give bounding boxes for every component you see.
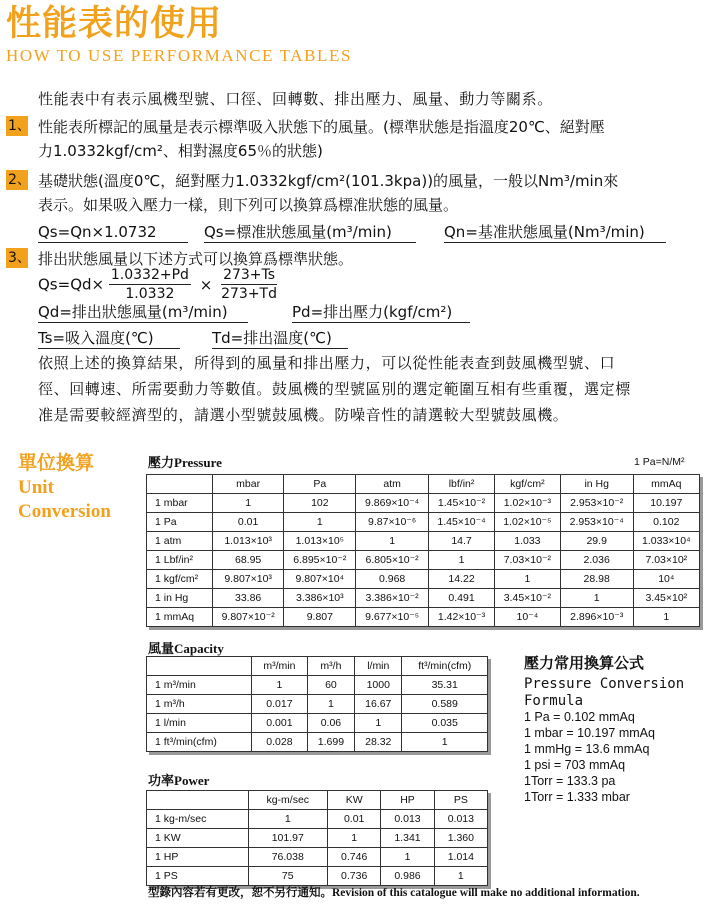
table-row	[147, 532, 700, 551]
table-cell: 0.06	[307, 714, 354, 733]
table-cell: 1.013×10⁵	[284, 532, 356, 551]
table-cell: 0.986	[381, 867, 434, 886]
power-table	[146, 790, 488, 886]
table-cell: 2.953×10⁻²	[560, 494, 633, 513]
table-cell: 76.038	[248, 848, 327, 867]
footer-notice: 型錄內容若有更改，恕不另行通知。Revision of this catalogue will make no additional information.	[148, 887, 640, 899]
item-3-line-1: 排出狀態風量以下述方式可以換算爲標準狀態。	[38, 250, 354, 268]
table-header-row	[147, 791, 488, 810]
table-cell: 0.001	[252, 714, 308, 733]
table-cell: 1	[328, 829, 381, 848]
table-cell: 1.699	[307, 733, 354, 752]
column-header	[147, 791, 249, 810]
row-header: 1 m³/h	[147, 695, 252, 714]
table-row	[147, 733, 488, 752]
page-title: 性能表的使用	[6, 3, 223, 44]
table-cell: 0.013	[434, 810, 487, 829]
table-cell: 1	[212, 494, 284, 513]
row-header: 1 mbar	[147, 494, 213, 513]
column-header	[147, 475, 213, 494]
table-row	[147, 513, 700, 532]
table-cell: 3.45×10⁻²	[495, 589, 561, 608]
table-cell: 0.746	[328, 848, 381, 867]
formula-line: 1 mbar = 10.197 mmAq	[524, 726, 655, 740]
table-cell: 9.807×10⁻²	[212, 608, 284, 627]
table-cell: 0.736	[328, 867, 381, 886]
table-cell: 10.197	[633, 494, 699, 513]
pressure-unit-note: 1 Pa=N/M²	[634, 456, 685, 468]
table-cell: 1	[356, 532, 429, 551]
item-1-line-1: 性能表所標記的風量是表示標準吸入狀態下的風量。(標準狀態是指溫度20℃、絕對壓	[38, 118, 605, 136]
row-header: 1 kgf/cm²	[147, 570, 213, 589]
formula-line: 1 Pa = 0.102 mmAq	[524, 710, 635, 724]
table-cell: 1.45×10⁻²	[429, 494, 495, 513]
table-cell: 14.7	[429, 532, 495, 551]
table-cell: 7.03×10⁻²	[495, 551, 561, 570]
item-number-2: 2、	[8, 172, 31, 188]
table-cell: 16.67	[355, 695, 402, 714]
row-header: 1 KW	[147, 829, 249, 848]
table-cell: 1.033×10⁴	[633, 532, 699, 551]
table-row	[147, 551, 700, 570]
unit-heading-en-2: Conversion	[18, 501, 111, 522]
table-row	[147, 810, 488, 829]
table-cell: 7.03×10²	[633, 551, 699, 570]
fraction-pressure-numerator: 1.0332+Pd	[110, 267, 189, 283]
table-cell: 0.035	[402, 714, 488, 733]
table-cell: 0.013	[381, 810, 434, 829]
table-cell: 14.22	[429, 570, 495, 589]
table-cell: 1	[307, 695, 354, 714]
table-cell: 35.31	[402, 676, 488, 695]
row-header: 1 PS	[147, 867, 249, 886]
table-cell: 1.45×10⁻⁴	[429, 513, 495, 532]
table-cell: 1.360	[434, 829, 487, 848]
table-row	[147, 608, 700, 627]
table-row	[147, 848, 488, 867]
column-header	[147, 657, 252, 676]
def-qd: Qd=排出狀態風量(m³/min)	[38, 302, 248, 323]
table-cell: 28.32	[355, 733, 402, 752]
pressure-title: 壓力Pressure	[148, 455, 222, 470]
times-sign: ×	[199, 275, 213, 294]
table-header-row	[147, 657, 488, 676]
column-header: kg-m/sec	[248, 791, 327, 810]
row-header: 1 Pa	[147, 513, 213, 532]
table-cell: 9.807	[284, 608, 356, 627]
row-header: 1 l/min	[147, 714, 252, 733]
row-header: 1 Lbf/in²	[147, 551, 213, 570]
formula-qs-qn: Qs=Qn×1.0732	[38, 222, 188, 243]
table-cell: 1000	[355, 676, 402, 695]
pressure-table	[146, 474, 700, 627]
table-cell: 0.01	[212, 513, 284, 532]
table-cell: 1	[633, 608, 699, 627]
column-header: m³/h	[307, 657, 354, 676]
formula-subtitle	[524, 676, 684, 710]
table-cell: 9.807×10⁴	[284, 570, 356, 589]
formula-title: 壓力常用換算公式	[524, 654, 645, 672]
formula-line: 1 mmHg = 13.6 mmAq	[524, 742, 650, 756]
table-cell: 28.98	[560, 570, 633, 589]
table-cell: 1	[284, 513, 356, 532]
formula-line: 1Torr = 1.333 mbar	[524, 790, 630, 804]
table-cell: 0.028	[252, 733, 308, 752]
table-cell: 1.42×10⁻³	[429, 608, 495, 627]
capacity-table	[146, 656, 488, 752]
table-cell: 3.45×10²	[633, 589, 699, 608]
unit-heading-zh: 單位換算	[18, 453, 95, 474]
table-row	[147, 714, 488, 733]
item-number-3: 3、	[8, 250, 31, 266]
row-header: 1 HP	[147, 848, 249, 867]
fraction-temperature-denominator: 273+Td	[221, 286, 277, 302]
formula-qs-qd	[38, 266, 277, 303]
table-cell: 9.87×10⁻⁶	[356, 513, 429, 532]
unit-heading-en-1: Unit	[18, 477, 54, 498]
table-cell: 10⁻⁴	[495, 608, 561, 627]
table-row	[147, 589, 700, 608]
table-row	[147, 829, 488, 848]
table-cell: 10⁴	[633, 570, 699, 589]
unit-conversion-heading	[18, 452, 111, 524]
formula-line: 1Torr = 133.3 pa	[524, 774, 616, 788]
power-title: 功率Power	[148, 773, 210, 788]
formula-qs-def: Qs=標准狀態風量(m³/min)	[204, 222, 416, 243]
fraction-temperature-numerator: 273+Ts	[223, 267, 276, 283]
table-cell: 3.386×10³	[284, 589, 356, 608]
column-header: Pa	[284, 475, 356, 494]
table-cell: 1	[560, 589, 633, 608]
table-cell: 60	[307, 676, 354, 695]
formula-line: 1 psi = 703 mmAq	[524, 758, 626, 772]
table-cell: 1.013×10³	[212, 532, 284, 551]
table-cell: 1.02×10⁻⁵	[495, 513, 561, 532]
row-header: 1 mmAq	[147, 608, 213, 627]
table-cell: 75	[248, 867, 327, 886]
formula-subtitle-line-2: Formula	[524, 693, 584, 709]
row-header: 1 m³/min	[147, 676, 252, 695]
column-header: kgf/cm²	[495, 475, 561, 494]
table-cell: 9.807×10³	[212, 570, 284, 589]
table-cell: 0.102	[633, 513, 699, 532]
intro-text: 性能表中有表示風機型號、口徑、回轉數、排出壓力、風量、動力等關系。	[38, 90, 553, 108]
def-ts: Ts=吸入溫度(℃)	[38, 328, 180, 349]
table-row	[147, 867, 488, 886]
table-cell: 1.341	[381, 829, 434, 848]
item-number-1: 1、	[8, 118, 31, 134]
table-cell: 0.017	[252, 695, 308, 714]
table-cell: 2.953×10⁻⁴	[560, 513, 633, 532]
table-cell: 2.896×10⁻³	[560, 608, 633, 627]
table-cell: 1	[252, 676, 308, 695]
table-cell: 0.01	[328, 810, 381, 829]
column-header: PS	[434, 791, 487, 810]
table-row	[147, 494, 700, 513]
table-cell: 1	[381, 848, 434, 867]
column-header: atm	[356, 475, 429, 494]
para-line-3: 准是需要較經濟型的，請選小型號鼓風機。防噪音性的請選較大型號鼓風機。	[38, 406, 569, 424]
table-cell: 9.677×10⁻⁵	[356, 608, 429, 627]
item-2-line-1: 基礎狀態(溫度0℃，絕對壓力1.0332kgf/cm²(101.3kpa))的風量，一般以Nm³/min來	[38, 172, 619, 190]
table-cell: 6.895×10⁻²	[284, 551, 356, 570]
formula-lhs: Qs=Qd×	[38, 275, 105, 294]
row-header: 1 kg-m/sec	[147, 810, 249, 829]
table-cell: 3.386×10⁻²	[356, 589, 429, 608]
table-cell: 2.036	[560, 551, 633, 570]
table-cell: 33.86	[212, 589, 284, 608]
table-cell: 0.968	[356, 570, 429, 589]
page-subtitle: HOW TO USE PERFORMANCE TABLES	[6, 46, 353, 65]
table-cell: 102	[284, 494, 356, 513]
table-cell: 0.491	[429, 589, 495, 608]
table-cell: 101.97	[248, 829, 327, 848]
column-header: lbf/in²	[429, 475, 495, 494]
formula-subtitle-line-1: Pressure Conversion	[524, 676, 685, 692]
column-header: ft³/min(cfm)	[402, 657, 488, 676]
table-cell: 0.589	[402, 695, 488, 714]
table-cell: 1	[429, 551, 495, 570]
table-row	[147, 676, 488, 695]
column-header: l/min	[355, 657, 402, 676]
table-cell: 1	[248, 810, 327, 829]
table-cell: 9.869×10⁻⁴	[356, 494, 429, 513]
item-1-line-2: 力1.0332kgf/cm²、相對濕度65％的狀態)	[38, 142, 323, 160]
column-header: mmAq	[633, 475, 699, 494]
column-header: HP	[381, 791, 434, 810]
para-line-2: 徑、回轉速、所需要動力等數值。鼓風機的型號區別的選定範圍互相有些重覆，選定標	[38, 380, 631, 398]
def-td: Td=排出溫度(℃)	[212, 328, 348, 349]
column-header: in Hg	[560, 475, 633, 494]
table-cell: 1.014	[434, 848, 487, 867]
table-header-row	[147, 475, 700, 494]
table-cell: 1	[434, 867, 487, 886]
table-cell: 1.033	[495, 532, 561, 551]
fraction-pressure	[109, 266, 191, 303]
column-header: KW	[328, 791, 381, 810]
table-cell: 1	[495, 570, 561, 589]
def-pd: Pd=排出壓力(kgf/cm²)	[292, 302, 470, 323]
row-header: 1 in Hg	[147, 589, 213, 608]
table-cell: 1	[402, 733, 488, 752]
table-cell: 1	[355, 714, 402, 733]
formula-qn-def: Qn=基准狀態風量(Nm³/min)	[444, 222, 666, 243]
column-header: mbar	[212, 475, 284, 494]
row-header: 1 ft³/min(cfm)	[147, 733, 252, 752]
fraction-pressure-denominator: 1.0332	[125, 286, 175, 302]
column-header: m³/min	[252, 657, 308, 676]
table-cell: 6.805×10⁻²	[356, 551, 429, 570]
item-2-line-2: 表示。如果吸入壓力一樣，則下列可以換算爲標准狀態的風量。	[38, 196, 459, 214]
para-line-1: 依照上述的換算結果，所得到的風量和排出壓力，可以從性能表查到鼓風機型號、口	[38, 354, 616, 372]
capacity-title: 風量Capacity	[148, 641, 224, 656]
table-row	[147, 695, 488, 714]
table-cell: 1.02×10⁻³	[495, 494, 561, 513]
fraction-temperature	[221, 266, 277, 303]
table-cell: 29.9	[560, 532, 633, 551]
table-cell: 68.95	[212, 551, 284, 570]
table-row	[147, 570, 700, 589]
row-header: 1 atm	[147, 532, 213, 551]
